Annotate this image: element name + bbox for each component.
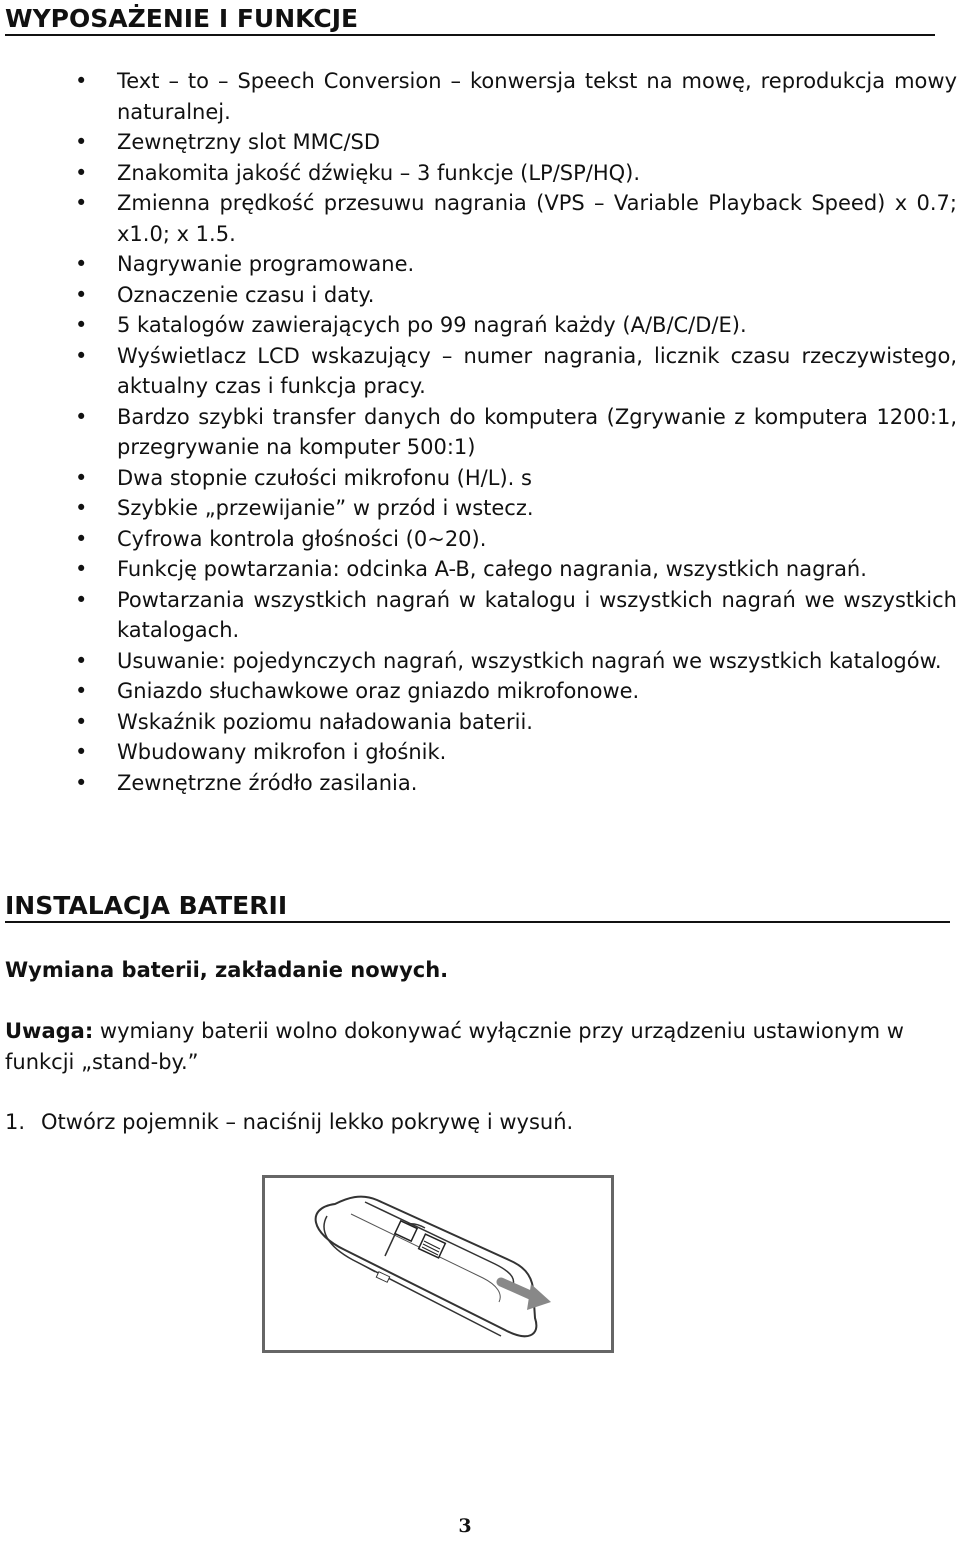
list-item: • Szybkie „przewijanie” w przód i wstecz. — [75, 493, 957, 524]
list-item: • 5 katalogów zawierających po 99 nagrań każdy (A/B/C/D/E). — [75, 310, 957, 341]
device-drawing — [265, 1178, 611, 1350]
bullet-icon: • — [75, 404, 88, 429]
note-label: Uwaga: — [5, 1019, 94, 1043]
bullet-icon: • — [75, 252, 88, 276]
list-item: • Funkcję powtarzania: odcinka A-B, całego nagrania, wszystkich nagrań. — [75, 554, 957, 585]
list-item: • Wyświetlacz LCD wskazujący – numer nagrania, licznik czasu rzeczywistego, aktualny czas i funkcja pracy. — [75, 341, 957, 402]
bullet-icon: • — [75, 69, 88, 93]
step-item — [5, 1107, 957, 1138]
note-text: wymiany baterii wolno dokonywać wyłącznie przy urządzeniu ustawionym w funkcji „stand-by.” — [5, 1019, 904, 1074]
bullet-icon: • — [75, 557, 88, 581]
list-item: • Gniazdo słuchawkowe oraz gniazdo mikrofonowe. — [75, 676, 957, 707]
bullet-icon: • — [75, 313, 88, 337]
list-item: • Usuwanie: pojedynczych nagrań, wszystkich nagrań we wszystkich katalogów. — [75, 646, 957, 677]
list-item: • Dwa stopnie czułości mikrofonu (H/L). s — [75, 463, 957, 494]
list-item: • Zewnętrzne źródło zasilania. — [75, 768, 957, 799]
section-title-features: WYPOSAŻENIE I FUNKCJE — [5, 4, 935, 36]
device-body — [316, 1197, 537, 1337]
list-item: • Znakomita jakość dźwięku – 3 funkcje (LP/SP/HQ). — [75, 158, 957, 189]
list-item: • Zmienna prędkość przesuwu nagrania (VPS – Variable Playback Speed) x 0.7; x1.0; x 1.5. — [75, 188, 957, 249]
list-item: • Wskaźnik poziomu naładowania baterii. — [75, 707, 957, 738]
bullet-icon: • — [75, 770, 88, 795]
bullet-icon: • — [75, 496, 88, 520]
bullet-icon: • — [75, 679, 88, 703]
bullet-icon: • — [75, 191, 88, 215]
page-number: 3 — [458, 1515, 472, 1537]
bullet-icon: • — [75, 709, 88, 734]
side-slot — [376, 1272, 389, 1283]
step-number: 1. — [5, 1110, 26, 1134]
bullet-icon: • — [75, 130, 88, 154]
bullet-icon: • — [75, 465, 88, 490]
subsection-title: Wymiana baterii, zakładanie nowych. — [5, 958, 449, 982]
list-item: • Zewnętrzny slot MMC/SD — [75, 127, 957, 158]
list-item: • Cyfrowa kontrola głośności (0~20). — [75, 524, 957, 555]
bullet-icon: • — [75, 282, 88, 307]
bullet-icon: • — [75, 160, 88, 185]
list-item: • Wbudowany mikrofon i głośnik. — [75, 737, 957, 768]
section-title-battery: INSTALACJA BATERII — [5, 891, 950, 923]
list-item: • Oznaczenie czasu i daty. — [75, 280, 957, 311]
bullet-icon: • — [75, 740, 88, 764]
features-list — [75, 66, 957, 798]
step-text: Otwórz pojemnik – naciśnij lekko pokrywę i wysuń. — [41, 1110, 574, 1134]
bullet-icon: • — [75, 587, 88, 612]
list-item: • Powtarzania wszystkich nagrań w katalogu i wszystkich nagrań we wszystkich katalogach. — [75, 585, 957, 646]
bullet-icon: • — [75, 526, 88, 551]
bullet-icon: • — [75, 648, 88, 673]
battery-cover-illustration — [262, 1175, 614, 1353]
list-item: • Text – to – Speech Conversion – konwersja tekst na mowę, reprodukcja mowy naturalnej. — [75, 66, 957, 127]
list-item: • Nagrywanie programowane. — [75, 249, 957, 280]
note-paragraph — [5, 1016, 957, 1077]
bullet-icon: • — [75, 343, 88, 368]
list-item: • Bardzo szybki transfer danych do komputera (Zgrywanie z komputera 1200:1, przegrywanie na komputer 500:1) — [75, 402, 957, 463]
